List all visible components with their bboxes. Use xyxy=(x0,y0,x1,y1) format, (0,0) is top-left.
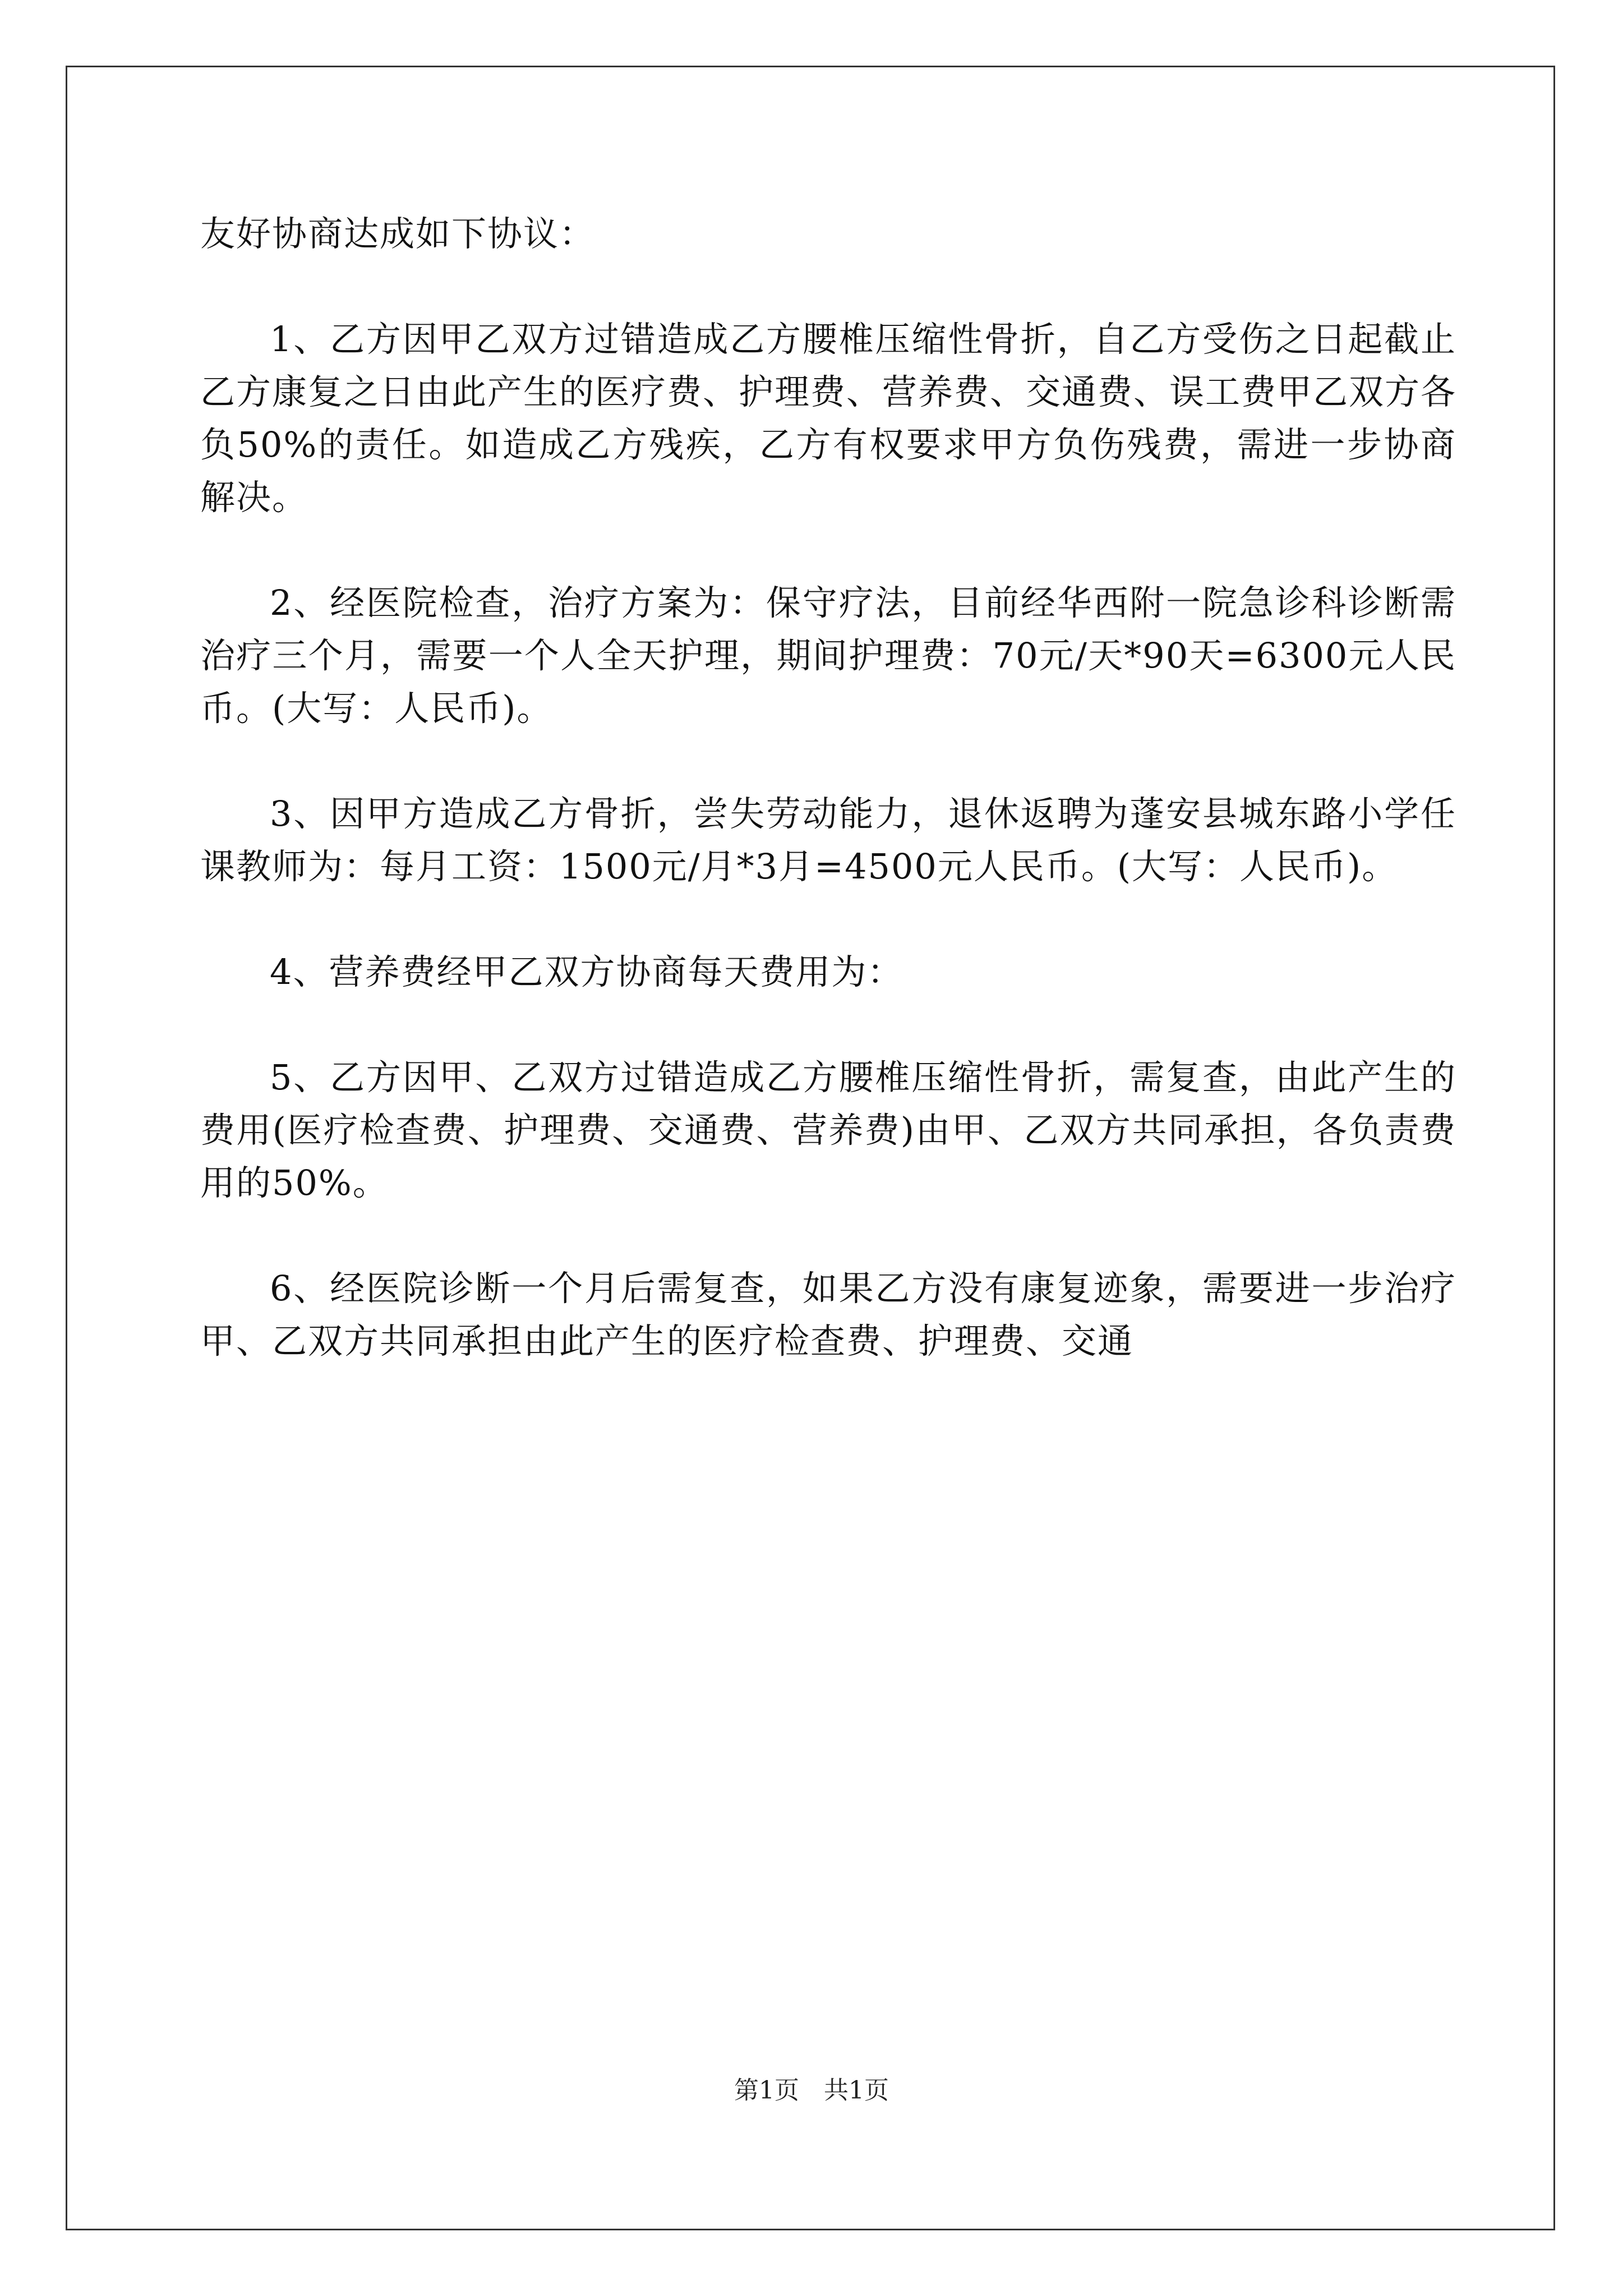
paragraph-clause-1: 1、乙方因甲乙双方过错造成乙方腰椎压缩性骨折，自乙方受伤之日起截止乙方康复之日由此产生的医疗费、护理费、营养费、交通费、误工费甲乙双方各负50%的责任。如造成乙方残疾，乙方有权要求甲方负伤残费，需进一步协商解决。 xyxy=(200,319,1457,518)
page-footer xyxy=(0,2074,1623,2108)
paragraph-intro: 友好协商达成如下协议： xyxy=(200,213,596,254)
document-body xyxy=(200,208,1456,1420)
paragraph-clause-2: 2、经医院检查，治疗方案为：保守疗法，目前经华西附一院急诊科诊断需治疗三个月，需要一个人全天护理，期间护理费：70元/天*90天=6300元人民币。(大写：人民币)。 xyxy=(200,582,1456,729)
paragraph-clause-4: 4、营养费经甲乙双方协商每天费用为： xyxy=(270,951,903,992)
paragraph-clause-3: 3、因甲方造成乙方骨折，尝失劳动能力，退休返聘为蓬安县城东路小学任课教师为：每月工资：1500元/月*3月=4500元人民币。(大写：人民币)。 xyxy=(200,793,1456,887)
page-number: 第1页 xyxy=(734,2076,799,2105)
paragraph-clause-6: 6、经医院诊断一个月后需复查，如果乙方没有康复迹象，需要进一步治疗甲、乙双方共同承担由此产生的医疗检查费、护理费、交通 xyxy=(200,1268,1456,1361)
page-count: 共1页 xyxy=(824,2076,889,2105)
paragraph-clause-5: 5、乙方因甲、乙双方过错造成乙方腰椎压缩性骨折，需复查，由此产生的费用(医疗检查费、护理费、交通费、营养费)由甲、乙双方共同承担，各负责费用的50%。 xyxy=(200,1057,1456,1203)
